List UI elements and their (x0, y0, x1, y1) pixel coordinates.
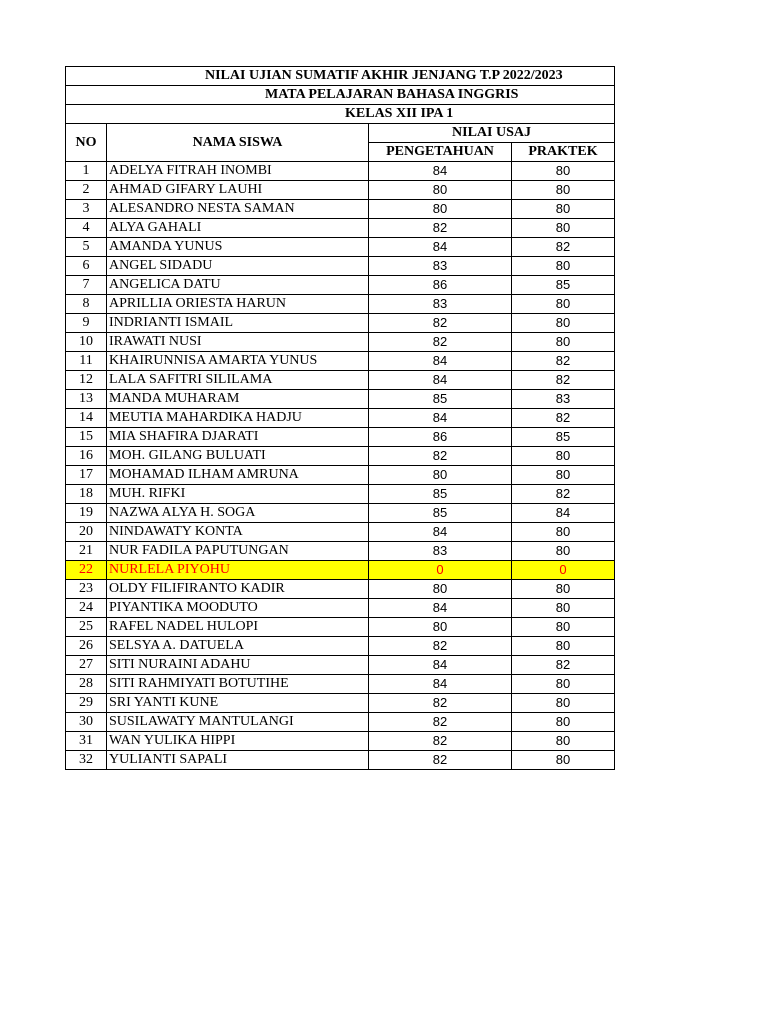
student-name: APRILLIA ORIESTA HARUN (107, 295, 369, 314)
title-row (66, 67, 615, 86)
practice-score: 80 (512, 694, 615, 713)
table-row (66, 181, 615, 200)
student-number: 7 (66, 276, 107, 295)
table-row (66, 447, 615, 466)
table-row (66, 352, 615, 371)
student-name: ANGEL SIDADU (107, 257, 369, 276)
student-name: OLDY FILIFIRANTO KADIR (107, 580, 369, 599)
practice-score: 82 (512, 485, 615, 504)
student-name: SELSYA A. DATUELA (107, 637, 369, 656)
knowledge-score: 83 (369, 257, 512, 276)
knowledge-score: 0 (369, 561, 512, 580)
practice-score: 80 (512, 200, 615, 219)
subject-row (66, 86, 615, 105)
practice-score: 80 (512, 637, 615, 656)
knowledge-score: 85 (369, 390, 512, 409)
student-number: 10 (66, 333, 107, 352)
student-name: MANDA MUHARAM (107, 390, 369, 409)
practice-score: 82 (512, 238, 615, 257)
student-number: 8 (66, 295, 107, 314)
practice-score: 83 (512, 390, 615, 409)
knowledge-score: 82 (369, 333, 512, 352)
practice-score: 82 (512, 409, 615, 428)
class-row (66, 105, 615, 124)
student-number: 27 (66, 656, 107, 675)
student-number: 2 (66, 181, 107, 200)
table-row (66, 409, 615, 428)
knowledge-score: 82 (369, 637, 512, 656)
practice-score: 80 (512, 181, 615, 200)
table-row (66, 314, 615, 333)
student-name: NAZWA ALYA H. SOGA (107, 504, 369, 523)
table-row (66, 219, 615, 238)
knowledge-score: 84 (369, 352, 512, 371)
practice-score: 80 (512, 618, 615, 637)
knowledge-score: 86 (369, 428, 512, 447)
knowledge-score: 82 (369, 732, 512, 751)
practice-score: 0 (512, 561, 615, 580)
student-number: 29 (66, 694, 107, 713)
student-name: AMANDA YUNUS (107, 238, 369, 257)
knowledge-score: 84 (369, 162, 512, 181)
practice-score: 80 (512, 542, 615, 561)
table-row (66, 561, 615, 580)
practice-score: 82 (512, 656, 615, 675)
knowledge-score: 80 (369, 466, 512, 485)
student-name: YULIANTI SAPALI (107, 751, 369, 770)
column-header-knowledge: PENGETAHUAN (369, 143, 512, 162)
student-number: 3 (66, 200, 107, 219)
table-row (66, 371, 615, 390)
practice-score: 85 (512, 428, 615, 447)
table-row (66, 466, 615, 485)
knowledge-score: 84 (369, 409, 512, 428)
class-title: KELAS XII IPA 1 (66, 105, 615, 124)
column-header-no: NO (66, 124, 107, 162)
student-number: 9 (66, 314, 107, 333)
knowledge-score: 80 (369, 200, 512, 219)
table-row (66, 504, 615, 523)
student-number: 12 (66, 371, 107, 390)
table-row (66, 333, 615, 352)
practice-score: 80 (512, 314, 615, 333)
knowledge-score: 82 (369, 314, 512, 333)
student-number: 25 (66, 618, 107, 637)
knowledge-score: 84 (369, 238, 512, 257)
practice-score: 82 (512, 371, 615, 390)
subject-title: MATA PELAJARAN BAHASA INGGRIS (66, 86, 615, 105)
student-name: ALYA GAHALI (107, 219, 369, 238)
student-name: NUR FADILA PAPUTUNGAN (107, 542, 369, 561)
knowledge-score: 80 (369, 580, 512, 599)
practice-score: 85 (512, 276, 615, 295)
student-number: 1 (66, 162, 107, 181)
table-row (66, 599, 615, 618)
student-number: 23 (66, 580, 107, 599)
table-row (66, 257, 615, 276)
table-row (66, 485, 615, 504)
practice-score: 84 (512, 504, 615, 523)
student-name: NURLELA PIYOHU (107, 561, 369, 580)
student-name: SITI RAHMIYATI BOTUTIHE (107, 675, 369, 694)
table-row (66, 162, 615, 181)
table-row (66, 618, 615, 637)
practice-score: 80 (512, 732, 615, 751)
column-header-row (66, 124, 615, 143)
table-row (66, 637, 615, 656)
student-number: 28 (66, 675, 107, 694)
student-name: RAFEL NADEL HULOPI (107, 618, 369, 637)
student-number: 13 (66, 390, 107, 409)
knowledge-score: 85 (369, 504, 512, 523)
student-number: 11 (66, 352, 107, 371)
practice-score: 80 (512, 713, 615, 732)
knowledge-score: 84 (369, 523, 512, 542)
student-number: 17 (66, 466, 107, 485)
knowledge-score: 86 (369, 276, 512, 295)
knowledge-score: 82 (369, 447, 512, 466)
student-number: 18 (66, 485, 107, 504)
student-name: MOHAMAD ILHAM AMRUNA (107, 466, 369, 485)
table-row (66, 295, 615, 314)
student-number: 16 (66, 447, 107, 466)
student-number: 19 (66, 504, 107, 523)
table-row (66, 580, 615, 599)
table-row (66, 200, 615, 219)
practice-score: 82 (512, 352, 615, 371)
practice-score: 80 (512, 751, 615, 770)
table-row (66, 713, 615, 732)
table-row (66, 238, 615, 257)
knowledge-score: 80 (369, 181, 512, 200)
student-number: 32 (66, 751, 107, 770)
table-row (66, 751, 615, 770)
knowledge-score: 83 (369, 542, 512, 561)
knowledge-score: 84 (369, 656, 512, 675)
student-number: 24 (66, 599, 107, 618)
student-name: ADELYA FITRAH INOMBI (107, 162, 369, 181)
column-header-name: NAMA SISWA (107, 124, 369, 162)
student-name: SUSILAWATY MANTULANGI (107, 713, 369, 732)
grades-table (65, 66, 615, 770)
student-number: 4 (66, 219, 107, 238)
student-number: 20 (66, 523, 107, 542)
practice-score: 80 (512, 523, 615, 542)
student-name: MUH. RIFKI (107, 485, 369, 504)
practice-score: 80 (512, 257, 615, 276)
sheet-title: NILAI UJIAN SUMATIF AKHIR JENJANG T.P 2022/2023 (66, 67, 615, 86)
knowledge-score: 83 (369, 295, 512, 314)
knowledge-score: 82 (369, 219, 512, 238)
student-number: 22 (66, 561, 107, 580)
knowledge-score: 80 (369, 618, 512, 637)
knowledge-score: 84 (369, 371, 512, 390)
table-row (66, 542, 615, 561)
table-row (66, 694, 615, 713)
practice-score: 80 (512, 162, 615, 181)
student-number: 6 (66, 257, 107, 276)
column-header-score-group: NILAI USAJ (369, 124, 615, 143)
table-row (66, 656, 615, 675)
column-header-practice: PRAKTEK (512, 143, 615, 162)
knowledge-score: 84 (369, 599, 512, 618)
student-name: KHAIRUNNISA AMARTA YUNUS (107, 352, 369, 371)
student-name: AHMAD GIFARY LAUHI (107, 181, 369, 200)
student-number: 21 (66, 542, 107, 561)
practice-score: 80 (512, 447, 615, 466)
student-number: 31 (66, 732, 107, 751)
student-name: MOH. GILANG BULUATI (107, 447, 369, 466)
student-name: MIA SHAFIRA DJARATI (107, 428, 369, 447)
practice-score: 80 (512, 466, 615, 485)
student-name: INDRIANTI ISMAIL (107, 314, 369, 333)
student-name: NINDAWATY KONTA (107, 523, 369, 542)
practice-score: 80 (512, 599, 615, 618)
knowledge-score: 85 (369, 485, 512, 504)
student-name: MEUTIA MAHARDIKA HADJU (107, 409, 369, 428)
knowledge-score: 82 (369, 694, 512, 713)
student-name: WAN YULIKA HIPPI (107, 732, 369, 751)
knowledge-score: 82 (369, 751, 512, 770)
table-row (66, 276, 615, 295)
student-number: 30 (66, 713, 107, 732)
table-row (66, 390, 615, 409)
student-number: 14 (66, 409, 107, 428)
student-name: SRI YANTI KUNE (107, 694, 369, 713)
practice-score: 80 (512, 219, 615, 238)
table-row (66, 523, 615, 542)
student-name: SITI NURAINI ADAHU (107, 656, 369, 675)
student-name: ALESANDRO NESTA SAMAN (107, 200, 369, 219)
student-number: 5 (66, 238, 107, 257)
student-name: IRAWATI NUSI (107, 333, 369, 352)
student-number: 15 (66, 428, 107, 447)
grades-table-body (66, 67, 615, 770)
practice-score: 80 (512, 295, 615, 314)
student-name: PIYANTIKA MOODUTO (107, 599, 369, 618)
table-row (66, 675, 615, 694)
practice-score: 80 (512, 675, 615, 694)
student-number: 26 (66, 637, 107, 656)
knowledge-score: 84 (369, 675, 512, 694)
student-name: ANGELICA DATU (107, 276, 369, 295)
practice-score: 80 (512, 333, 615, 352)
table-row (66, 732, 615, 751)
knowledge-score: 82 (369, 713, 512, 732)
student-name: LALA SAFITRI SILILAMA (107, 371, 369, 390)
table-row (66, 428, 615, 447)
practice-score: 80 (512, 580, 615, 599)
